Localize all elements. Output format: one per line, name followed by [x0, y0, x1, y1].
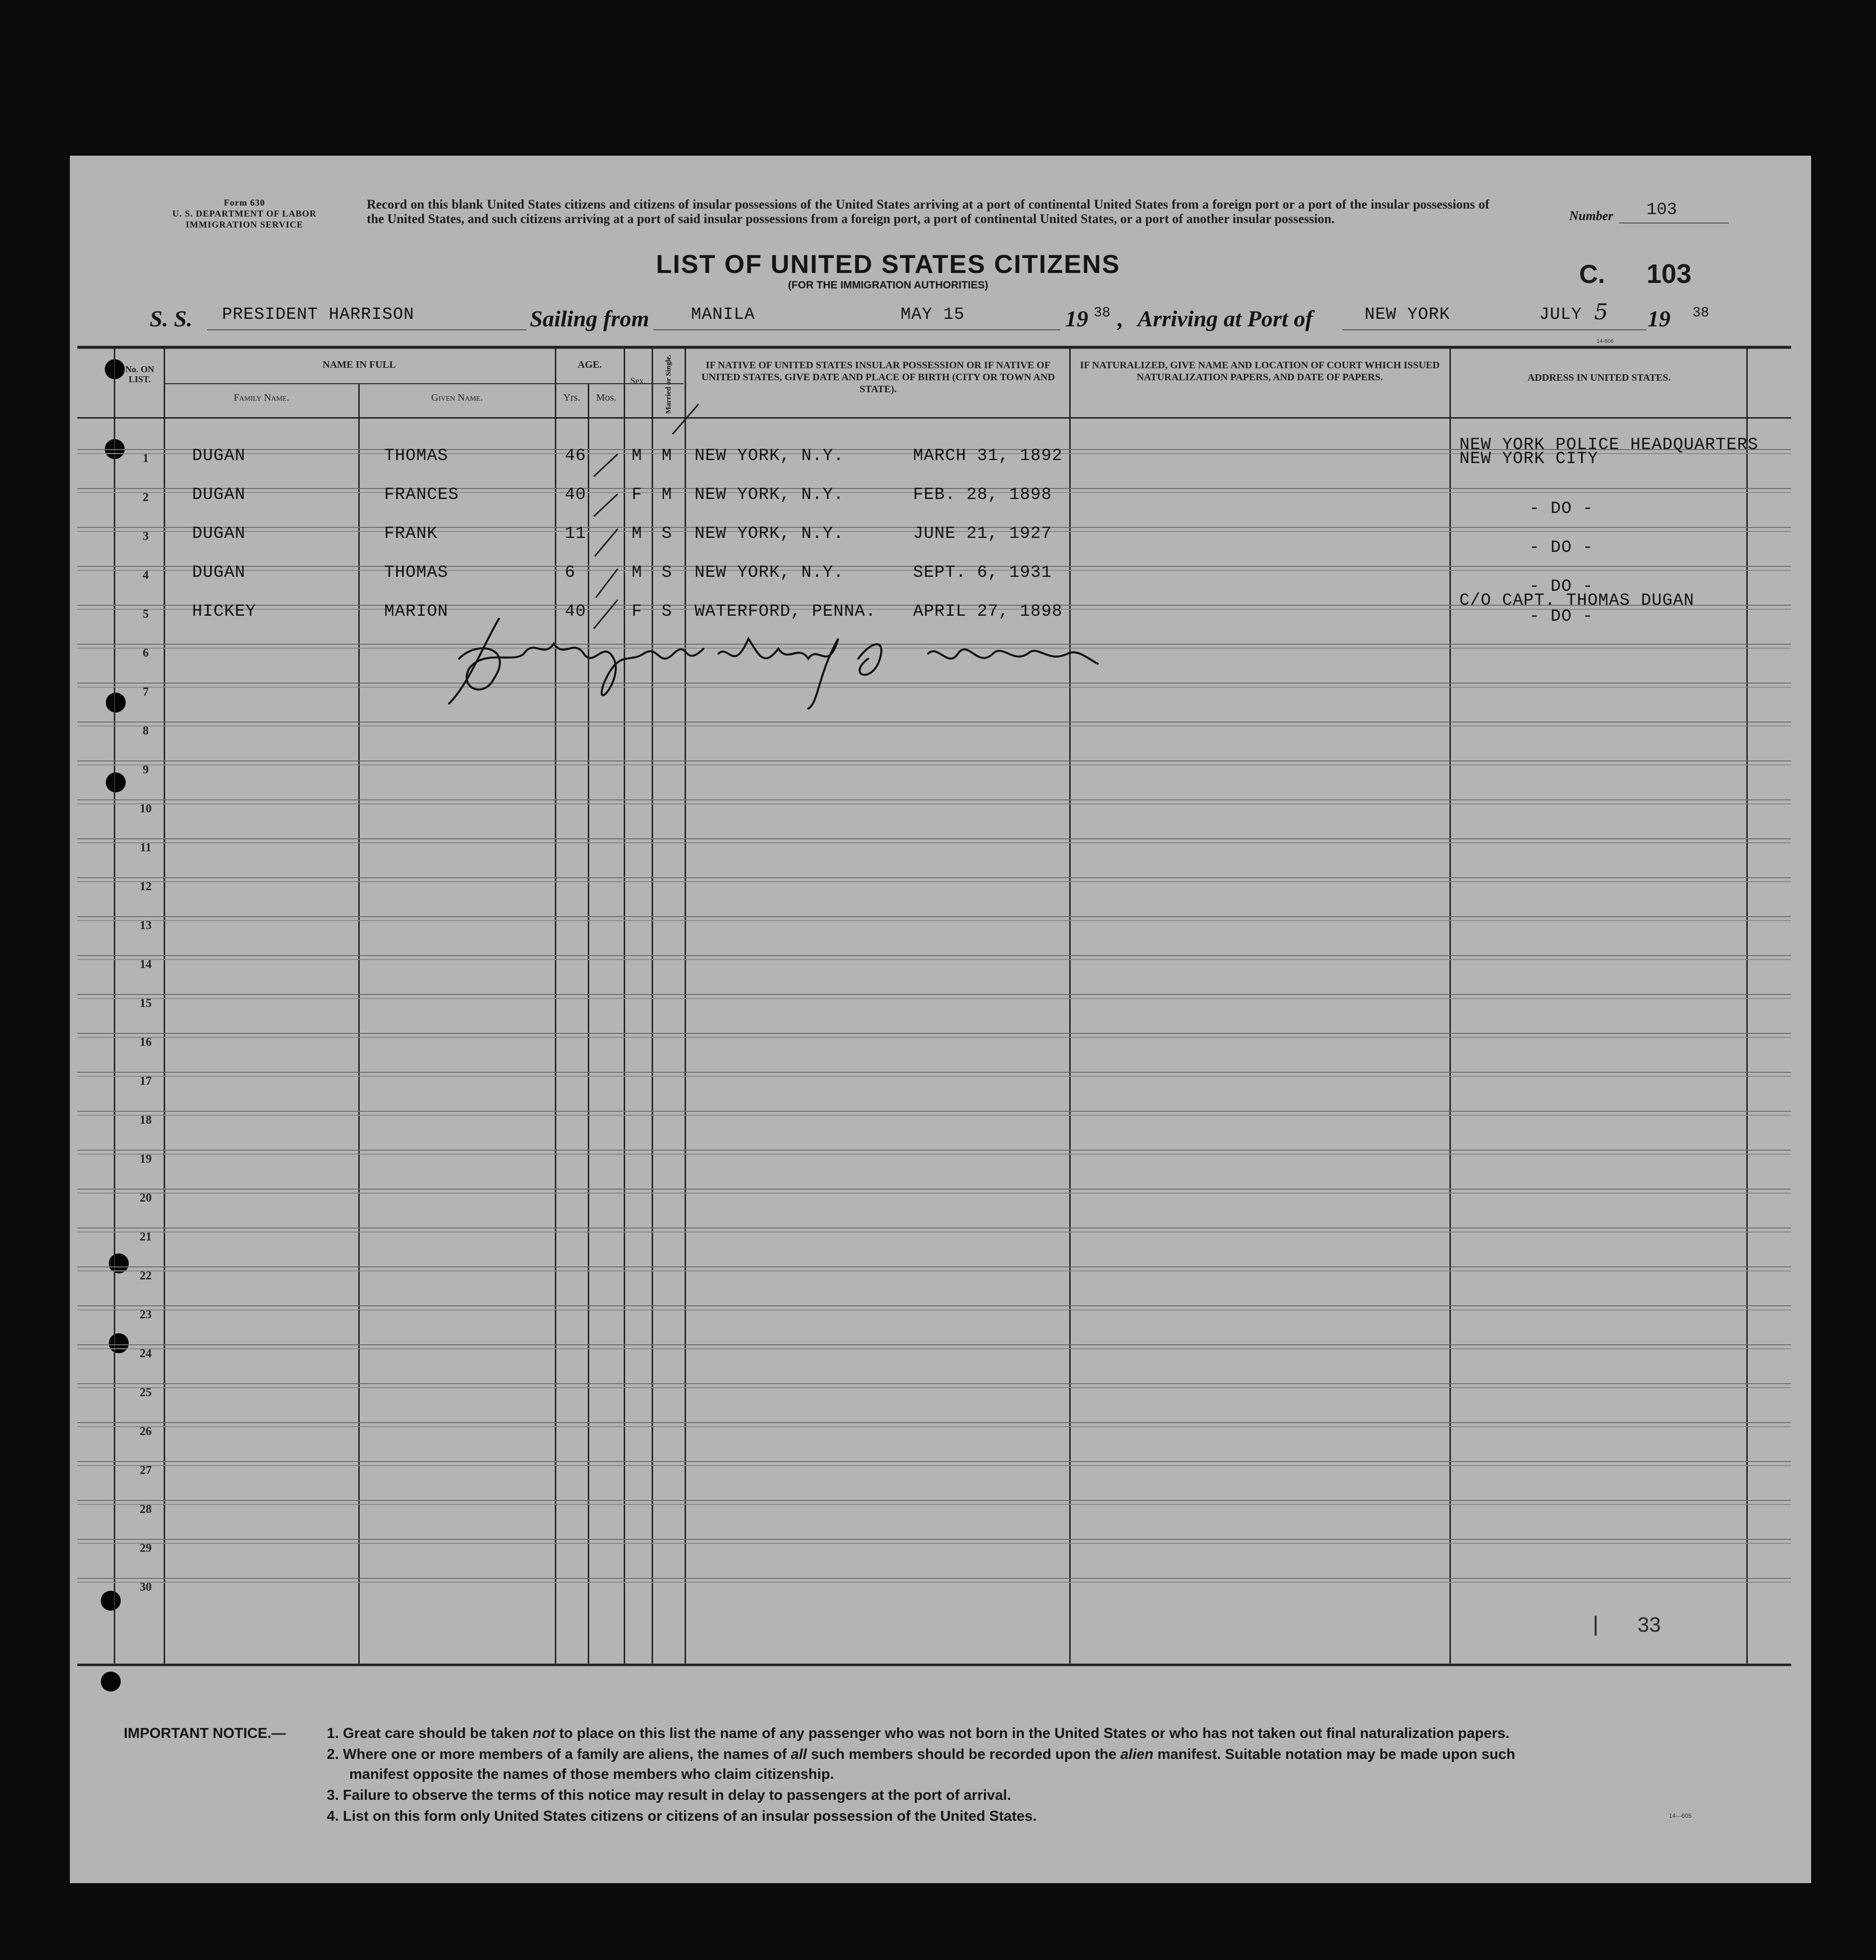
arrival-year: 38 [1692, 305, 1709, 321]
department-name: U. S. DEPARTMENT OF LABOR [172, 209, 317, 219]
row-number: 29 [140, 1542, 152, 1555]
form-subtitle: (FOR THE IMMIGRATION AUTHORITIES) [788, 279, 988, 291]
col-line [164, 347, 165, 1665]
passenger-given-name: THOMAS [384, 563, 449, 582]
row-rule [77, 1582, 1791, 1583]
sail-date: MAY 15 [901, 305, 965, 324]
punch-hole [106, 772, 126, 792]
arrival-month: JULY [1539, 305, 1582, 324]
row-number: 25 [140, 1386, 152, 1399]
row-rule [77, 1539, 1791, 1540]
row-number: 15 [140, 997, 152, 1010]
passenger-sex: M [632, 524, 643, 543]
passenger-address: - DO - [1529, 538, 1594, 557]
passenger-given-name: THOMAS [384, 447, 449, 466]
notice-item-2-continued: manifest opposite the names of those members who claim citizenship. [349, 1766, 834, 1782]
passenger-age-years: 46 [565, 447, 586, 466]
passenger-birth-place: NEW YORK, N.Y. [695, 524, 844, 543]
row-rule [77, 994, 1791, 995]
passenger-address: - DO - [1529, 577, 1594, 596]
passenger-address-line2: NEW YORK CITY [1459, 450, 1599, 469]
table-top-rule [77, 346, 1791, 349]
row-rule [77, 1072, 1791, 1073]
row-number: 6 [143, 647, 149, 660]
passenger-address: C/O CAPT. THOMAS DUGAN [1459, 591, 1694, 610]
col-header-married: Married or Single. [665, 354, 673, 414]
notice-item-4: 4. List on this form only United States citizens or citizens of an insular possession of the United States. [327, 1808, 1037, 1824]
row-number: 22 [140, 1269, 152, 1282]
row-rule [77, 998, 1791, 999]
row-number: 2 [143, 491, 149, 504]
row-number: 28 [140, 1503, 152, 1516]
row-rule [77, 881, 1791, 882]
sailing-underline [654, 329, 1060, 330]
months-slash-marks [589, 419, 624, 639]
manifest-sheet [70, 156, 1811, 1883]
row-rule [77, 1504, 1791, 1505]
row-rule [77, 1037, 1791, 1038]
row-rule [77, 1500, 1791, 1501]
row-rule [77, 1189, 1791, 1190]
row-number: 16 [140, 1036, 152, 1049]
ship-name: PRESIDENT HARRISON [222, 305, 415, 324]
col-header-given-name: Given Name. [431, 392, 483, 403]
col-header-birth: IF NATIVE OF UNITED STATES INSULAR POSSESSION OR IF NATIVE OF UNITED STATES, GIVE DATE AND PLACE OF BIRTH (CITY OR TOWN AND STATE). [701, 360, 1055, 395]
row-rule [77, 838, 1791, 839]
row-rule [77, 955, 1791, 956]
row-number: 24 [140, 1347, 152, 1360]
col-line [555, 347, 556, 1665]
row-number: 4 [143, 569, 149, 582]
row-rule [77, 1266, 1791, 1267]
row-rule [77, 722, 1791, 723]
passenger-family-name: HICKEY [192, 602, 256, 621]
passenger-age-years: 11 [565, 524, 586, 543]
print-code-top: 14-606 [1597, 338, 1614, 344]
row-rule [77, 1076, 1791, 1077]
row-number: 7 [143, 686, 149, 699]
col-line [624, 347, 625, 1665]
row-number: 1 [143, 452, 149, 465]
passenger-given-name: FRANK [384, 524, 438, 543]
passenger-marital-status: S [662, 524, 673, 543]
row-number: 11 [140, 841, 152, 854]
punch-hole [101, 1672, 121, 1692]
passenger-birth-date: MARCH 31, 1892 [913, 447, 1063, 466]
col-header-name-in-full: NAME IN FULL [322, 359, 396, 370]
col-line [1449, 347, 1451, 1665]
col-header-naturalized: IF NATURALIZED, GIVE NAME AND LOCATION OF COURT WHICH ISSUED NATURALIZATION PAPERS, AND DATE OF PAPERS. [1080, 360, 1440, 383]
stamp-prefix: C. [1579, 260, 1605, 289]
row-rule [77, 1387, 1791, 1388]
row-rule [77, 1033, 1791, 1034]
page-mark: 33 [1638, 1613, 1661, 1636]
passenger-given-name: MARION [384, 602, 449, 621]
row-number: 9 [143, 763, 149, 776]
arrival-port: NEW YORK [1365, 305, 1450, 324]
row-rule [77, 1309, 1791, 1310]
row-rule [77, 1270, 1791, 1271]
punch-hole [106, 693, 126, 713]
passenger-sex: F [632, 486, 643, 504]
passenger-marital-status: S [662, 563, 673, 582]
row-rule [77, 1383, 1791, 1384]
passenger-birth-place: WATERFORD, PENNA. [695, 602, 876, 621]
row-number: 21 [140, 1230, 152, 1243]
row-number: 17 [140, 1075, 152, 1088]
passenger-birth-date: APRIL 27, 1898 [913, 602, 1063, 621]
arrival-underline [1342, 329, 1646, 330]
form-title: LIST OF UNITED STATES CITIZENS [656, 250, 1121, 279]
passenger-birth-place: NEW YORK, N.Y. [695, 486, 844, 504]
row-rule [77, 1422, 1791, 1423]
passenger-sex: M [632, 447, 643, 466]
name-age-subrule [165, 383, 684, 384]
print-code-bottom: 14—605 [1669, 1812, 1692, 1819]
col-header-sex: Sex. [630, 376, 646, 386]
inspector-signature [439, 609, 1128, 719]
passenger-birth-date: FEB. 28, 1898 [913, 486, 1052, 504]
row-rule [77, 920, 1791, 921]
row-number: 14 [140, 958, 152, 971]
row-rule [77, 842, 1791, 843]
department-block [140, 197, 349, 230]
passenger-age-years: 40 [565, 602, 586, 621]
passenger-marital-status: M [662, 447, 673, 466]
row-number: 27 [140, 1464, 152, 1477]
row-rule [77, 1227, 1791, 1228]
col-line [358, 383, 360, 1665]
service-name: IMMIGRATION SERVICE [186, 220, 303, 230]
form-instructions: Record on this blank United States citizens and citizens of insular possessions of the United States arriving at a port of continental United States from a foreign port or a port of the insular possessions of the United States, and such citizens arriving at a port of said insular possessions from a foreign port, a port of continental United States, or a port of another insular possession. [367, 197, 1489, 226]
passenger-family-name: DUGAN [192, 563, 246, 582]
row-rule [77, 726, 1791, 727]
notice-heading: IMPORTANT NOTICE.— [124, 1725, 286, 1741]
passenger-birth-date: JUNE 21, 1927 [913, 524, 1052, 543]
row-number: 3 [143, 530, 149, 543]
col-line [1746, 347, 1748, 1665]
number-value: 103 [1646, 201, 1677, 220]
row-rule [77, 916, 1791, 917]
row-number: 10 [140, 802, 152, 815]
from-port: MANILA [691, 305, 755, 324]
passenger-sex: F [632, 602, 643, 621]
row-rule [77, 1461, 1791, 1462]
passenger-sex: M [632, 563, 643, 582]
row-number: 19 [140, 1153, 152, 1166]
row-rule [77, 1543, 1791, 1544]
col-header-yrs: Yrs. [563, 392, 580, 403]
passenger-birth-place: NEW YORK, N.Y. [695, 563, 844, 582]
passenger-family-name: DUGAN [192, 447, 246, 466]
passenger-address-line2: - DO - [1529, 607, 1594, 626]
page-mark-tick [1595, 1616, 1597, 1636]
col-header-mos: Mos. [596, 392, 617, 403]
header-bottom-rule [77, 417, 1791, 419]
passenger-address: - DO - [1529, 499, 1594, 518]
stamp-number: 103 [1646, 259, 1692, 289]
row-rule [77, 877, 1791, 878]
sailing-label: Sailing from [530, 306, 650, 331]
arrival-year-prefix: 19 [1647, 306, 1670, 331]
passenger-marital-status: S [662, 602, 673, 621]
table-bottom-rule [77, 1664, 1791, 1666]
row-number: 5 [143, 608, 149, 621]
passenger-given-name: FRANCES [384, 486, 459, 504]
row-rule [77, 799, 1791, 800]
ship-underline [207, 329, 526, 330]
col-line [685, 347, 686, 1665]
passenger-birth-place: NEW YORK, N.Y. [695, 447, 844, 466]
notice-item-1: 1. Great care should be taken not to place on this list the name of any passenger who was not born in the United States or who has not taken out final naturalization papers. [327, 1725, 1510, 1741]
row-number: 12 [140, 880, 152, 893]
col-header-age: AGE. [577, 359, 602, 370]
sail-year-prefix: 19 [1065, 306, 1088, 331]
row-rule [77, 1348, 1791, 1349]
passenger-birth-date: SEPT. 6, 1931 [913, 563, 1052, 582]
passenger-age-years: 6 [565, 563, 576, 582]
arrival-day: 5 [1594, 299, 1608, 325]
row-rule [77, 959, 1791, 960]
passenger-family-name: DUGAN [192, 524, 246, 543]
row-rule [77, 1305, 1791, 1306]
row-rule [77, 1115, 1791, 1116]
row-rule [77, 1111, 1791, 1112]
passenger-family-name: DUGAN [192, 486, 246, 504]
arriving-label: Arriving at Port of [1138, 306, 1313, 331]
col-line [652, 347, 653, 1665]
row-number: 23 [140, 1308, 152, 1321]
sail-year: 38 [1094, 305, 1111, 321]
row-rule [77, 1465, 1791, 1466]
passenger-age-years: 40 [565, 486, 586, 504]
col-line [114, 347, 115, 1665]
row-rule [77, 760, 1791, 761]
number-underline [1619, 223, 1729, 224]
row-rule [77, 1154, 1791, 1155]
row-number: 13 [140, 919, 152, 932]
number-label: Number [1569, 209, 1614, 223]
row-rule [77, 1193, 1791, 1194]
punch-hole [101, 1591, 121, 1611]
passenger-marital-status: M [662, 486, 673, 504]
notice-item-2: 2. Where one or more members of a family are aliens, the names of all such members should be recorded upon the alien manifest. Suitable notation may be made upon such [327, 1746, 1515, 1762]
col-header-family-name: Family Name. [234, 392, 289, 403]
passenger-address: NEW YORK POLICE HEADQUARTERS [1459, 436, 1759, 455]
ss-label: S. S. [150, 306, 193, 331]
row-number: 20 [140, 1192, 152, 1205]
col-line [1069, 347, 1071, 1665]
row-rule [77, 1578, 1791, 1579]
col-header-address: ADDRESS IN UNITED STATES. [1527, 372, 1671, 383]
row-number: 8 [143, 725, 149, 737]
row-number: 18 [140, 1114, 152, 1127]
row-number: 30 [140, 1581, 152, 1594]
header-tick-mark [669, 399, 704, 439]
row-rule [77, 1344, 1791, 1345]
col-header-no: No. ON LIST. [125, 364, 154, 384]
row-rule [77, 764, 1791, 765]
form-number: Form 630 [224, 198, 265, 208]
row-number: 26 [140, 1425, 152, 1438]
row-rule [77, 1426, 1791, 1427]
row-rule [77, 1231, 1791, 1232]
notice-item-3: 3. Failure to observe the terms of this notice may result in delay to passengers at the port of arrival. [327, 1787, 1011, 1803]
row-rule [77, 803, 1791, 804]
punch-hole [109, 1333, 129, 1353]
row-rule [77, 1150, 1791, 1151]
